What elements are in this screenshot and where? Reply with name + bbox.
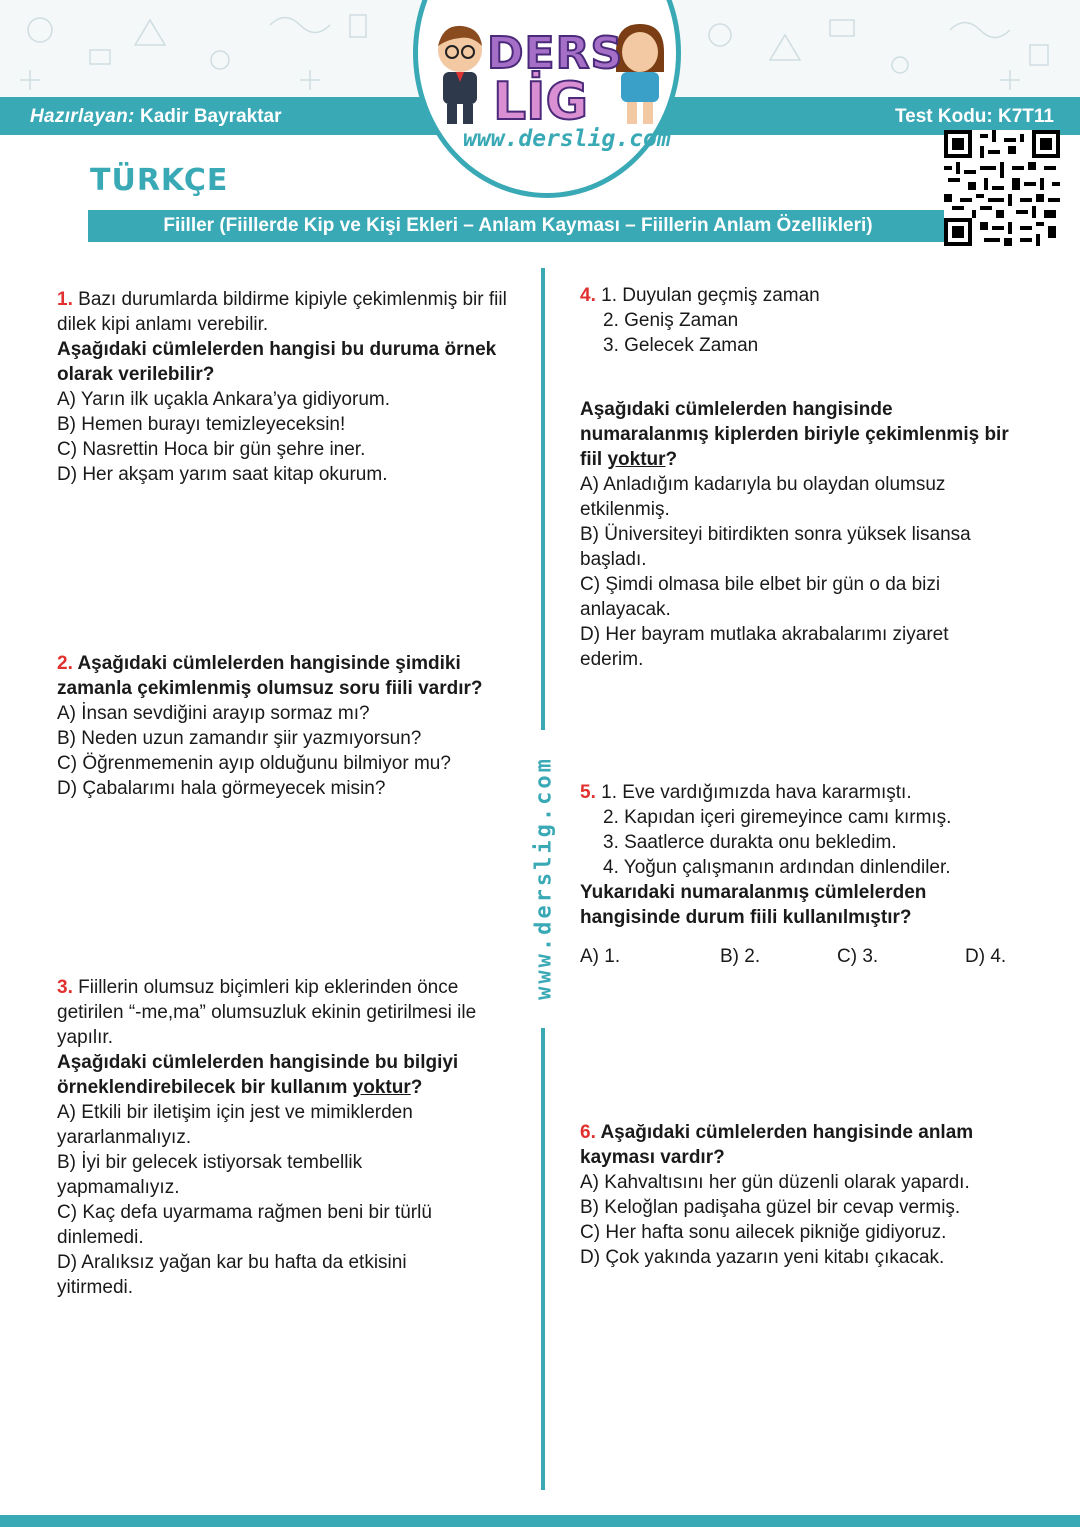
question-5: [580, 780, 1040, 969]
option-b[interactable]: B) Üniversiteyi bitirdikten sonra yüksek lisansa başladı.: [580, 524, 971, 570]
list-item: 2. Geniş Zaman: [603, 310, 739, 331]
footer-bar: [0, 1515, 1080, 1527]
option-d[interactable]: D) 4.: [965, 946, 1007, 967]
question-number: 2.: [57, 653, 73, 674]
test-code: Test Kodu: K7T11: [894, 106, 1054, 127]
logo-text-ders: DERS: [487, 28, 624, 79]
option-d[interactable]: D) Aralıksız yağan kar bu hafta da etkisini yitirmedi.: [57, 1252, 407, 1298]
logo-url: www.derslig.com: [463, 126, 671, 152]
option-c[interactable]: C) Şimdi olmasa bile elbet bir gün o da bizi anlayacak.: [580, 574, 941, 620]
option-c[interactable]: C) Nasrettin Hoca bir gün şehre iner.: [57, 439, 366, 460]
side-url: www.derslig.com: [531, 756, 557, 1000]
subject-title: TÜRKÇE: [90, 163, 229, 198]
option-b[interactable]: B) İyi bir gelecek istiyorsak tembellik yapmamalıyız.: [57, 1152, 363, 1198]
question-number: 6.: [580, 1122, 596, 1143]
question-number: 4.: [580, 285, 596, 306]
column-divider-top: [541, 268, 545, 730]
option-d[interactable]: D) Her akşam yarım saat kitap okurum.: [57, 464, 388, 485]
author: [30, 106, 282, 128]
list-item: 4. Yoğun çalışmanın ardından dinlendiler.: [603, 857, 951, 878]
question-6: [580, 1120, 1030, 1270]
derslig-logo: [425, 10, 675, 180]
qr-code-icon: [944, 130, 1060, 246]
question-number: 3.: [57, 977, 73, 998]
option-b[interactable]: B) Keloğlan padişaha güzel bir cevap vermiş.: [580, 1197, 961, 1218]
option-c[interactable]: C) 3.: [837, 946, 879, 967]
option-a[interactable]: A) 1.: [580, 946, 621, 967]
list-item: 2. Kapıdan içeri giremeyince camı kırmış.: [603, 807, 952, 828]
option-b[interactable]: B) Hemen burayı temizleyeceksin!: [57, 414, 346, 435]
question-prompt: Aşağıdaki cümlelerden hangisinde numaralanmış kiplerden biriyle çekimlenmiş bir fiil yoktur?: [580, 399, 1009, 470]
question-prompt: Aşağıdaki cümlelerden hangisi bu duruma örnek olarak verilebilir?: [57, 339, 497, 385]
option-a[interactable]: A) Etkili bir iletişim için jest ve mimiklerden yararlanmalıyız.: [57, 1102, 413, 1148]
option-c[interactable]: C) Öğrenmemenin ayıp olduğunu bilmiyor mu?: [57, 753, 451, 774]
author-name: Kadir Bayraktar: [139, 106, 282, 127]
question-3: [57, 975, 512, 1300]
column-divider-bottom: [541, 1028, 545, 1490]
question-prompt: Yukarıdaki numaralanmış cümlelerden hangisinde durum fiili kullanılmıştır?: [580, 882, 927, 928]
option-c[interactable]: C) Her hafta sonu ailecek pikniğe gidiyoruz.: [580, 1222, 947, 1243]
logo-text-lig: LİG: [493, 72, 589, 132]
option-a[interactable]: A) Kahvaltısını her gün düzenli olarak yapardı.: [580, 1172, 970, 1193]
question-prompt: Aşağıdaki cümlelerden hangisinde şimdiki zamanla çekimlenmiş olumsuz soru fiili vardır?: [57, 653, 483, 699]
list-item: 3. Gelecek Zaman: [603, 335, 759, 356]
option-d[interactable]: D) Çok yakında yazarın yeni kitabı çıkacak.: [580, 1247, 945, 1268]
topic-bar: Fiiller (Fiillerde Kip ve Kişi Ekleri – Anlam Kayması – Fiillerin Anlam Özellikleri): [88, 210, 948, 242]
option-a[interactable]: A) İnsan sevdiğini arayıp sormaz mı?: [57, 703, 370, 724]
option-a[interactable]: A) Yarın ilk uçakla Ankara’ya gidiyorum.: [57, 389, 391, 410]
author-role: Hazırlayan:: [30, 106, 135, 127]
question-4: [580, 283, 1020, 672]
question-stem: Bazı durumlarda bildirme kipiyle çekimlenmiş bir fiil dilek kipi anlamı verebilir.: [57, 289, 507, 335]
option-c[interactable]: C) Kaç defa uyarmama rağmen beni bir türlü dinlemedi.: [57, 1202, 432, 1248]
option-b[interactable]: B) 2.: [720, 946, 761, 967]
option-b[interactable]: B) Neden uzun zamandır şiir yazmıyorsun?: [57, 728, 422, 749]
boy-mascot-icon: [429, 22, 491, 127]
question-1: [57, 287, 512, 487]
question-stem: Fiillerin olumsuz biçimleri kip eklerinden önce getirilen “-me,ma” olumsuzluk ekinin getirilmesi ile yapılır.: [57, 977, 477, 1048]
question-2: [57, 651, 497, 801]
options-row: [580, 944, 1040, 969]
option-d[interactable]: D) Her bayram mutlaka akrabalarımı ziyaret ederim.: [580, 624, 949, 670]
list-item: 1. Eve vardığımızda hava kararmıştı.: [601, 782, 912, 803]
option-a[interactable]: A) Anladığım kadarıyla bu olaydan olumsuz etkilenmiş.: [580, 474, 946, 520]
question-prompt: Aşağıdaki cümlelerden hangisinde anlam kayması vardır?: [580, 1122, 974, 1168]
question-number: 5.: [580, 782, 596, 803]
question-number: 1.: [57, 289, 73, 310]
option-d[interactable]: D) Çabalarımı hala görmeyecek misin?: [57, 778, 386, 799]
list-item: 1. Duyulan geçmiş zaman: [601, 285, 820, 306]
list-item: 3. Saatlerce durakta onu bekledim.: [603, 832, 897, 853]
question-prompt: Aşağıdaki cümlelerden hangisinde bu bilgiyi örneklendirebilecek bir kullanım yoktur?: [57, 1052, 459, 1098]
